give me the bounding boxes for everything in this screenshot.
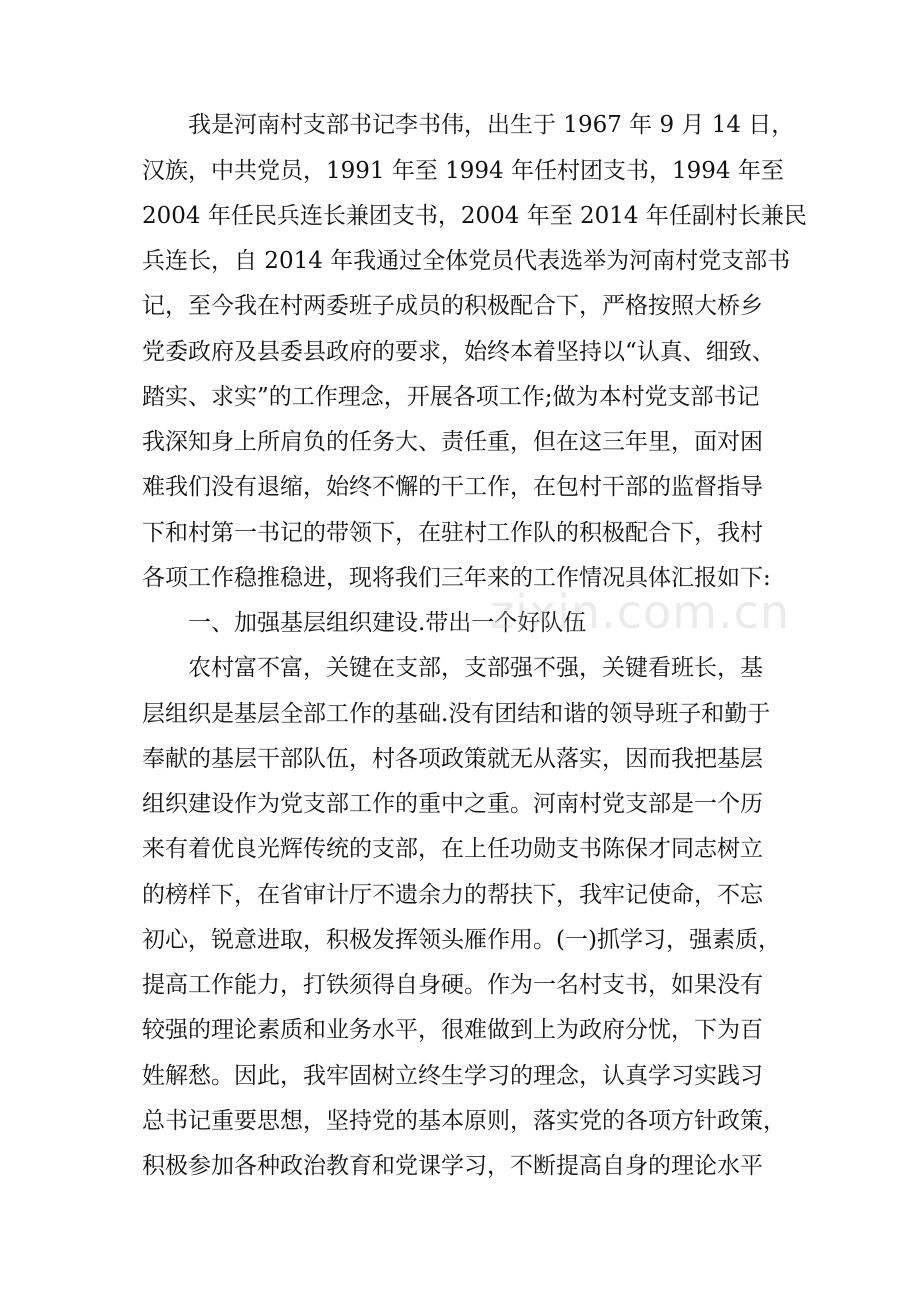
text-line: 提高工作能力，打铁须得自身硬。作为一名村支书，如果没有 <box>142 972 763 998</box>
text-line: 汉族，中共党员，1991 年至 1994 年任村团支书，1994 年至 <box>142 158 784 184</box>
text-line: 兵连长，自 2014 年我通过全体党员代表选举为河南村党支部书 <box>142 248 791 274</box>
text-line: 记，至今我在村两委班子成员的积极配合下，严格按照大桥乡 <box>142 293 763 319</box>
text-line: 初心，锐意进取，积极发挥领头雁作用。(一)抓学习，强素质， <box>142 927 781 953</box>
text-line: 来有着优良光辉传统的支部，在上任功勋支书陈保才同志树立 <box>142 836 763 862</box>
watermark: zixin.com.cn <box>490 585 791 639</box>
text-line: 总书记重要思想，坚持党的基本原则，落实党的各项方针政策， <box>142 1108 786 1134</box>
text-line: 2004 年任民兵连长兼团支书，2004 年至 2014 年任副村长兼民 <box>142 203 807 229</box>
text-line: 我深知身上所肩负的任务大、责任重，但在这三年里，面对困 <box>142 429 763 455</box>
text-line: 的榜样下，在省审计厅不遗余力的帮扶下，我牢记使命，不忘 <box>142 882 763 908</box>
text-line: 各项工作稳推稳进，现将我们三年来的工作情况具体汇报如下: <box>142 565 771 591</box>
section-heading: 一、加强基层组织建设.带出一个好队伍 <box>188 610 587 636</box>
text-line: 层组织是基层全部工作的基础.没有团结和谐的领导班子和勤于 <box>142 701 771 727</box>
text-line: 奉献的基层干部队伍，村各项政策就无从落实，因而我把基层 <box>142 746 763 772</box>
text-line: 姓解愁。因此，我牢固树立终生学习的理念，认真学习实践习 <box>142 1063 763 1089</box>
text-line: 下和村第一书记的带领下，在驻村工作队的积极配合下，我村 <box>142 520 763 546</box>
text-line: 难我们没有退缩，始终不懈的干工作，在包村干部的监督指导 <box>142 474 763 500</box>
text-line: 农村富不富，关键在支部，支部强不强，关键看班长，基 <box>188 655 763 681</box>
text-line: 积极参加各种政治教育和党课学习，不断提高自身的理论水平 <box>142 1153 763 1179</box>
text-line: 组织建设作为党支部工作的重中之重。河南村党支部是一个历 <box>142 791 763 817</box>
text-line: 我是河南村支部书记李书伟，出生于 1967 年 9 月 14 日， <box>188 112 795 138</box>
text-line: 踏实、求实”的工作理念，开展各项工作;做为本村党支部书记 <box>142 384 760 410</box>
text-line: 较强的理论素质和业务水平，很难做到上为政府分忧，下为百 <box>142 1017 763 1043</box>
text-line: 党委政府及县委县政府的要求，始终本着坚持以“认真、细致、 <box>142 339 775 365</box>
